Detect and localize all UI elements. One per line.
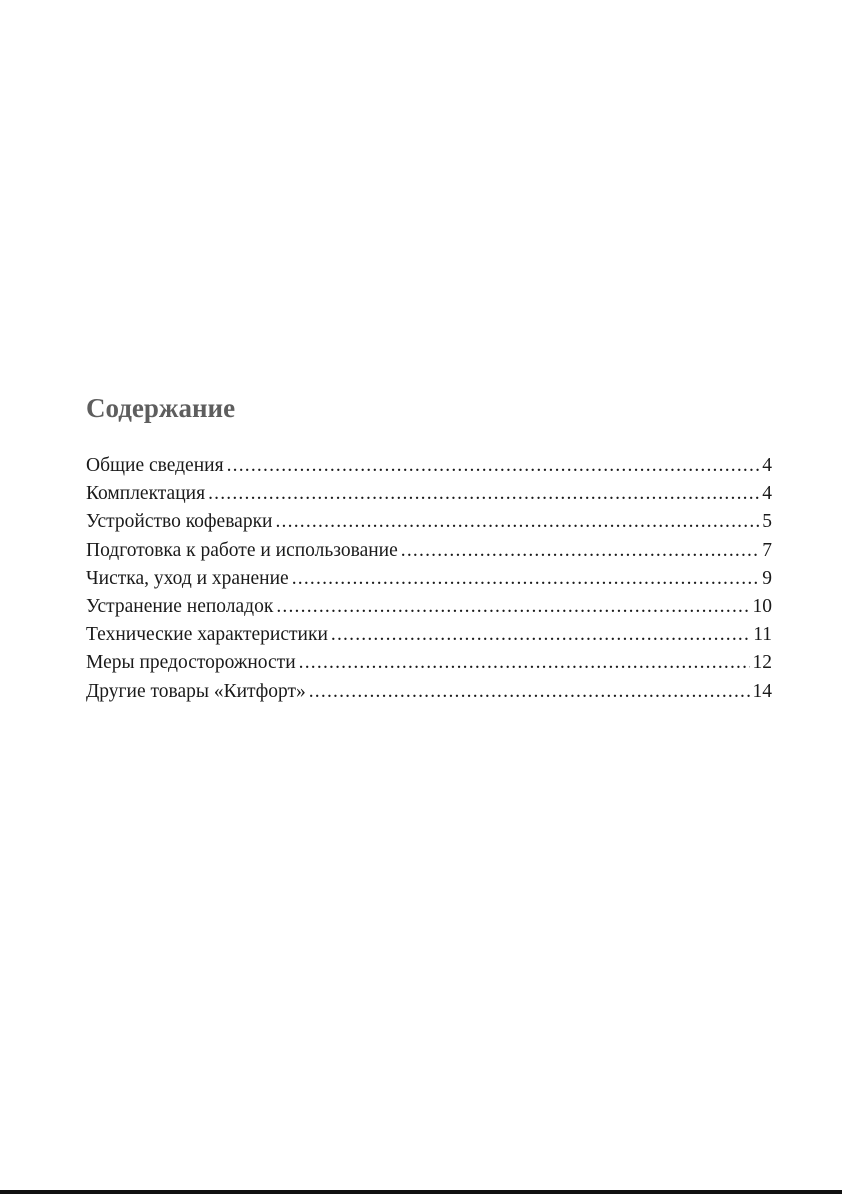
toc-page-number: 9 xyxy=(762,567,772,589)
toc-dot-leader xyxy=(401,537,759,565)
toc-dot-leader xyxy=(309,678,750,706)
toc-dot-leader xyxy=(331,621,750,649)
toc-entry-label: Другие товары «Китфорт» xyxy=(86,680,306,702)
toc-entry-label: Меры предосторожности xyxy=(86,652,296,674)
toc-page-number: 5 xyxy=(762,511,772,533)
toc-page-number: 11 xyxy=(753,624,772,646)
table-of-contents xyxy=(86,452,772,706)
toc-entry-label: Устранение неполадок xyxy=(86,595,274,617)
toc-entry[interactable] xyxy=(86,593,772,621)
toc-dot-leader xyxy=(275,508,759,536)
toc-entry-label: Комплектация xyxy=(86,483,206,505)
toc-entry-label: Общие сведения xyxy=(86,455,224,476)
toc-entry[interactable] xyxy=(86,649,772,677)
toc-page-number: 4 xyxy=(762,455,772,476)
toc-dot-leader xyxy=(227,452,760,480)
toc-entry-label: Чистка, уход и хранение xyxy=(86,567,289,589)
toc-page-number: 12 xyxy=(752,652,772,674)
toc-entry-label: Устройство кофеварки xyxy=(86,511,273,533)
toc-dot-leader xyxy=(276,593,749,621)
toc-entry[interactable] xyxy=(86,565,772,593)
toc-entry[interactable] xyxy=(86,508,772,536)
toc-entry[interactable] xyxy=(86,452,772,480)
page-title: Содержание xyxy=(86,393,236,423)
toc-dot-leader xyxy=(292,565,760,593)
toc-entry-label: Технические характеристики xyxy=(86,624,328,646)
toc-entry[interactable] xyxy=(86,621,772,649)
toc-entry[interactable] xyxy=(86,678,772,706)
toc-dot-leader xyxy=(208,480,759,508)
toc-page-number: 10 xyxy=(752,595,772,617)
toc-page-number: 4 xyxy=(762,483,772,505)
toc-page-number: 7 xyxy=(762,539,772,561)
bottom-rule xyxy=(0,1190,842,1194)
toc-entry[interactable] xyxy=(86,480,772,508)
toc-entry-label: Подготовка к работе и использование xyxy=(86,539,398,561)
toc-entry[interactable] xyxy=(86,537,772,565)
toc-dot-leader xyxy=(299,649,750,677)
toc-page-number: 14 xyxy=(752,680,772,702)
